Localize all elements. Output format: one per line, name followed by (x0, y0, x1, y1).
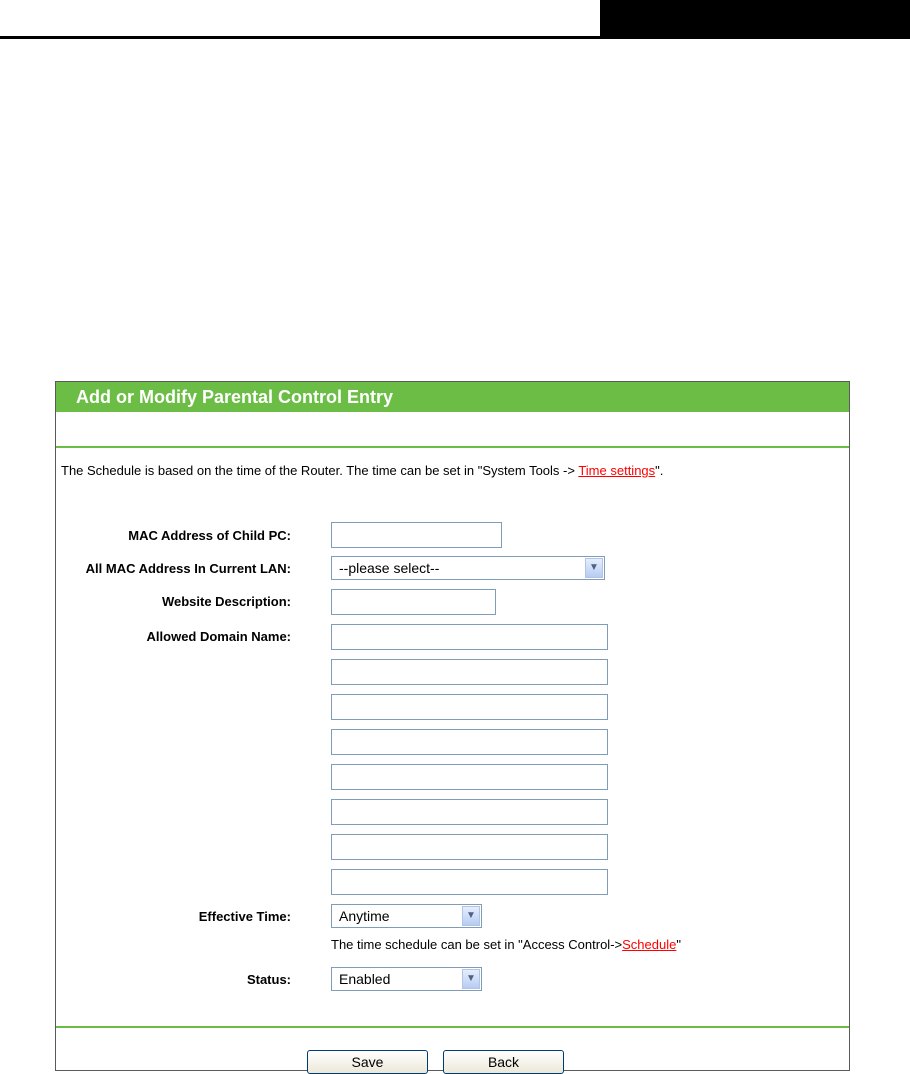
save-button[interactable]: Save (307, 1050, 428, 1074)
mac-child-label: MAC Address of Child PC: (128, 528, 291, 543)
parental-control-panel (55, 381, 850, 1071)
footer-divider (56, 1026, 849, 1028)
chevron-down-icon: ▼ (462, 906, 480, 926)
chevron-down-icon: ▼ (585, 558, 603, 578)
website-description-label: Website Description: (161, 594, 291, 609)
allowed-domain-input-1[interactable] (331, 624, 608, 650)
document-header-tab (600, 0, 910, 39)
schedule-note (61, 463, 663, 478)
status-select-value: Enabled (339, 971, 391, 987)
allowed-domain-input-4[interactable] (331, 729, 608, 755)
back-button[interactable]: Back (443, 1050, 564, 1074)
all-mac-label: All MAC Address In Current LAN: (85, 561, 291, 576)
schedule-hint-suffix: " (676, 937, 681, 952)
effective-time-label: Effective Time: (198, 909, 291, 924)
schedule-hint (331, 937, 681, 952)
allowed-domain-label: Allowed Domain Name: (146, 629, 291, 644)
time-settings-link[interactable]: Time settings (578, 463, 656, 478)
schedule-note-suffix: ". (655, 463, 664, 478)
allowed-domain-input-6[interactable] (331, 799, 608, 825)
allowed-domain-input-3[interactable] (331, 694, 608, 720)
effective-time-select-value: Anytime (339, 908, 390, 924)
all-mac-select-value: --please select-- (339, 560, 440, 576)
effective-time-select[interactable] (331, 904, 482, 928)
chevron-down-icon: ▼ (462, 969, 480, 989)
page-title: Add or Modify Parental Control Entry (56, 382, 849, 412)
allowed-domain-input-2[interactable] (331, 659, 608, 685)
schedule-note-text: The Schedule is based on the time of the Router. The time can be set in "System Tools -> (61, 463, 579, 478)
title-divider (56, 446, 849, 448)
all-mac-select[interactable] (331, 556, 605, 580)
allowed-domain-input-5[interactable] (331, 764, 608, 790)
website-description-input[interactable] (331, 589, 496, 615)
document-header-rule (0, 36, 600, 39)
schedule-link[interactable]: Schedule (622, 937, 677, 952)
allowed-domain-input-8[interactable] (331, 869, 608, 895)
allowed-domain-input-7[interactable] (331, 834, 608, 860)
schedule-hint-text: The time schedule can be set in "Access Control-> (331, 937, 623, 952)
status-label: Status: (246, 972, 291, 987)
mac-child-input[interactable] (331, 522, 502, 548)
status-select[interactable] (331, 967, 482, 991)
